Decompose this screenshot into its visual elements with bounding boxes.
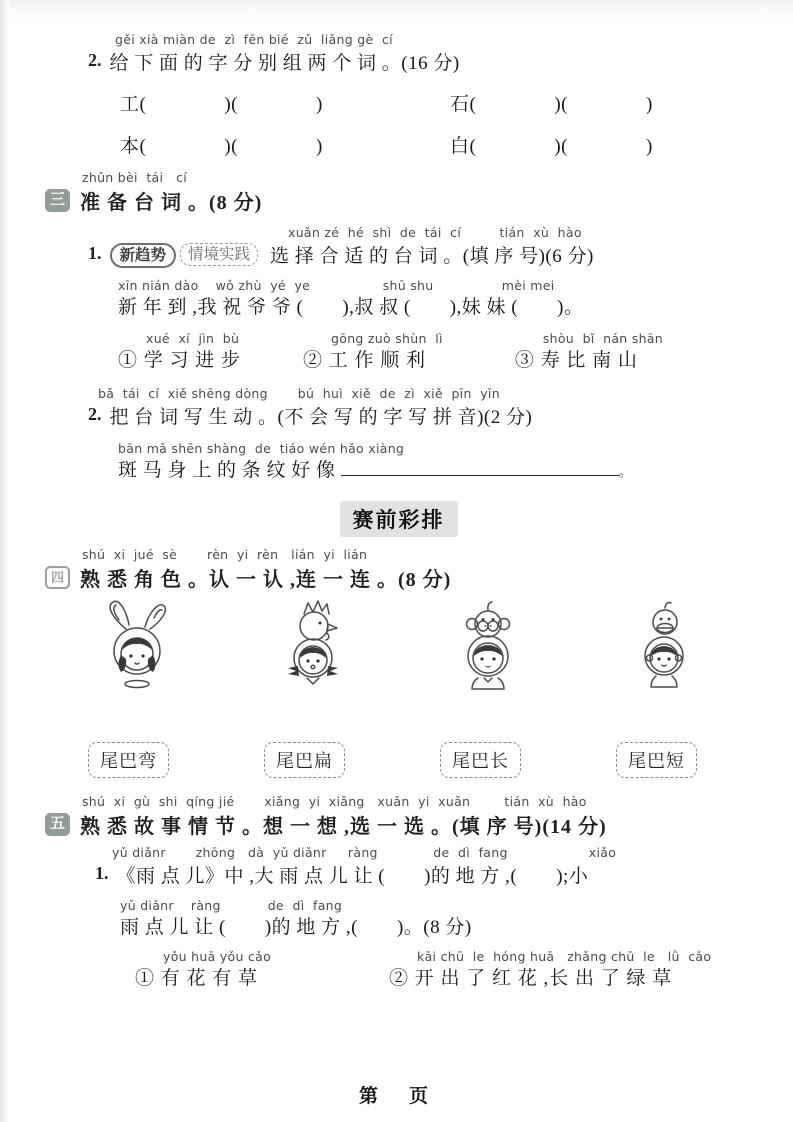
s3q2-line	[88, 404, 757, 431]
word-cell-gong: 工( )( )	[120, 94, 323, 115]
word-cell-shi: 石( )( )	[450, 94, 653, 115]
s3q1-options	[118, 331, 757, 374]
s3q1-sentence: 新 年 到 ,我 祝 爷 爷 ( ),叔 叔 ( ),妹 妹 ( )。	[118, 297, 584, 318]
s5q1-line1-pinyin: yǔ diǎnr zhōng dà yǔ diǎnr ràng de dì fang xiǎo	[112, 845, 617, 860]
s3q1-sentence-pinyin: xīn nián dào wǒ zhù yé ye shū shu mèi mei	[118, 278, 555, 293]
s3q2-number: 2.	[88, 404, 102, 424]
s5-option-2-pinyin: kāi chū le hóng huā zhǎng chū le lǜ cǎo	[417, 949, 712, 964]
s3q1-pinyin: xuǎn zé hé shì de tái cí tián xù hào	[288, 225, 582, 240]
section4-header	[45, 563, 757, 592]
section3-pinyin: zhǔn bèi tái cí	[82, 170, 188, 185]
s5q1-line1	[95, 863, 757, 890]
tail-label-wan: 尾巴弯	[88, 742, 169, 778]
banner-wrap	[40, 501, 757, 537]
section3-number-icon: 三	[45, 189, 70, 212]
section3-title: 准 备 台 词 。(8 分)	[80, 192, 263, 214]
boy-duck-hat-illustration	[619, 598, 711, 710]
q2-word-grid	[120, 91, 757, 160]
page-footer: 第 页	[358, 1086, 434, 1107]
section5-header	[45, 810, 757, 839]
s5-option-1-pinyin: yǒu huā yǒu cǎo	[163, 949, 272, 964]
s3q1-title: 选 择 合 适 的 台 词 。(填 序 号)(6 分)	[270, 246, 594, 267]
option-3-text: ③ 寿 比 南 山	[514, 350, 638, 371]
section4-pinyin: shú xi jué sè rèn yi rèn lián yi lián	[82, 547, 368, 562]
s3q2-pinyin: bǎ tái cí xiě shēng dòng bú huì xiě de zì xiě pīn yīn	[98, 386, 500, 401]
s5-option-1	[135, 949, 271, 992]
s5q1-line2-pinyin: yǔ diǎnr ràng de dì fang	[120, 898, 343, 913]
option-1-text: ① 学 习 进 步	[118, 350, 242, 371]
pre-contest-rehearsal-banner: 赛前彩排	[340, 501, 458, 537]
section3-header	[45, 186, 757, 215]
s3q2-sentence-pinyin: bān mǎ shēn shàng de tiáo wén hǎo xiàng	[118, 441, 405, 456]
character-images-row	[40, 592, 757, 716]
word-cell-bai: 白( )( )	[450, 136, 653, 157]
new-trend-badge: 新趋势	[110, 243, 177, 268]
boy-monkey-hat-illustration	[443, 598, 535, 710]
s3q2-title: 把 台 词 写 生 动 。(不 会 写 的 字 写 拼 音)(2 分)	[109, 407, 533, 428]
option-1-pinyin: xué xí jìn bù	[146, 331, 240, 346]
s3q2-sentence: 斑 马 身 上 的 条 纹 好 像	[118, 460, 336, 481]
option-2-text: ② 工 作 顺 利	[303, 350, 427, 371]
section5-title: 熟 悉 故 事 情 节 。想 一 想 ,选 一 选 。(填 序 号)(14 分)	[80, 816, 607, 838]
tail-label-bian: 尾巴扁	[264, 742, 345, 778]
s5q1-options	[135, 949, 757, 992]
option-1	[118, 331, 241, 374]
section5-number-icon: 五	[45, 813, 70, 836]
s5-option-2	[389, 949, 711, 992]
option-2-pinyin: gōng zuò shùn lì	[331, 331, 443, 346]
s5-option-2-text: ② 开 出 了 红 花 ,长 出 了 绿 草	[389, 968, 673, 989]
q2-pinyin: gěi xià miàn de zì fēn bié zǔ liǎng gè cí	[115, 32, 393, 47]
s5q1-line2-text: 雨 点 儿 让 ( )的 地 方 ,( )。(8 分)	[120, 917, 472, 938]
s5q1-line1-text: 《雨 点 儿》中 ,大 雨 点 儿 让 ( )的 地 方 ,( );小	[116, 866, 589, 887]
section4-number-icon: 四	[45, 566, 70, 589]
q2-title: 给 下 面 的 字 分 别 组 两 个 词 。(16 分)	[109, 53, 460, 74]
s3q1-line	[88, 243, 757, 270]
q2-number: 2.	[88, 50, 102, 70]
answer-blank-line	[341, 457, 619, 476]
word-cell-ben: 本( )( )	[120, 136, 323, 157]
context-practice-badge: 情境实践	[180, 243, 258, 266]
girl-rooster-hat-illustration	[268, 598, 360, 710]
section5-pinyin: shú xi gù shi qíng jié xiǎng yi xiǎng xuǎn yi xuǎn tián xù hào	[82, 794, 587, 809]
option-2	[303, 331, 443, 374]
q2-line	[88, 50, 757, 77]
s3q1-number: 1.	[88, 243, 102, 263]
s5-option-1-text: ① 有 花 有 草	[135, 968, 259, 989]
option-3-pinyin: shòu bǐ nán shān	[542, 331, 664, 346]
s5q1-number: 1.	[95, 863, 109, 883]
tail-label-chang: 尾巴长	[440, 742, 521, 778]
section4-title: 熟 悉 角 色 。认 一 认 ,连 一 连 。(8 分)	[80, 569, 452, 591]
s3q2-period: 。	[618, 464, 633, 479]
s3q2-sentence-line	[118, 457, 757, 485]
option-3	[515, 331, 663, 374]
tail-labels-row	[40, 716, 757, 778]
girl-rabbit-hat-illustration	[92, 598, 184, 710]
tail-label-duan: 尾巴短	[616, 742, 697, 778]
